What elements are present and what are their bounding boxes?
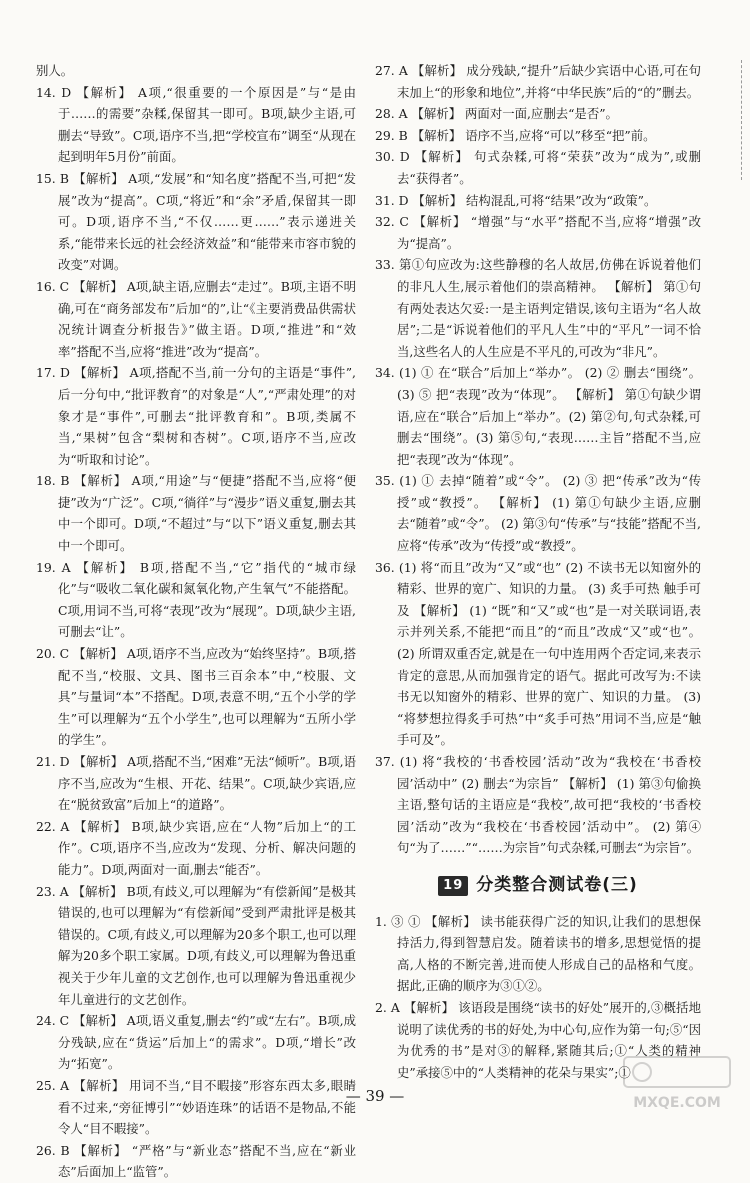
answer-item: 29. B 【解析】 语序不当,应将“可以”移至“把”前。 [375,127,656,143]
answer-item: 37. (1) 将“我校的‘书香校园’活动”改为“我校在‘书香校园’活动中” (2) 删去“为宗旨” 【解析】 (1) 第③句偷换主语,整句话的主语应是“我校”,故可把“我校的‘书香校园’活动”改为“我校在‘书香校园’活动中”。 (2) 第④句“为了……”“……为宗旨”句式杂糅,可删去“为宗旨”。 [375,754,701,856]
answer-item: 2. A 【解析】 该语段是围绕“读书的好处”展开的,③概括地说明了读优秀的书的好处,为中心句,应作为第一句;⑤“因为优秀的书”是对③的解释,紧随其后;①“人类的精神史”承接⑤中的“人类精神的花朵与果实”;① [375,999,701,1080]
answer-item: 23. A 【解析】 B项,有歧义,可以理解为“有偿新闻”是极其错误的,也可以理解为“有偿新闻”受到严肃批评是极其错误的。C项,有歧义,可以理解为20多个职工,也可以理解为20多个职工家属。D项,有歧义,可以理解为鲁迅重视关于少年儿童的文艺创作,也可以理解为鲁迅重视少年儿童进行的文艺创作。 [36,883,356,1007]
answer-item: 19. A 【解析】 B项,搭配不当,“它”指代的“城市绿化”与“吸收二氧化碳和氮氧化物,产生氧气”不能搭配。C项,用词不当,可将“表现”改为“展现”。D项,缺少主语,可删去“让”。 [36,559,356,640]
section-title: 分类整合测试卷(三) [476,874,638,895]
page-number: — 39 — [345,1087,405,1105]
answer-item: 31. D 【解析】 结构混乱,可将“结果”改为“政策”。 [375,192,657,208]
answer-item: 36. (1) 将“而且”改为“又”或“也” (2) 不读书无以知窗外的精彩、世界的宽广、知识的力量。 (3) 炙手可热 触手可及 【解析】 (1) “既”和“又”或“也”是一对关联词语,表示并列关系,不能把“而且”的“而且”改成“又”或“也”。 (2) 所谓双重否定,就是在一句中连用两个否定词,来表示肯定的意思,从而加强肯定的语气。据此可改写为:不读书无以知窗外的精彩、世界的宽广、知识的力量。 (3) “将梦想拉得炙手可热”中“炙手可热”用词不当,应是“触手可及”。 [375,559,701,748]
answer-item: 1. ③ ① 【解析】 读书能获得广泛的知识,让我们的思想保持活力,得到智慧启发。随着读书的增多,思想觉悟的提高,人格的不断完善,进而使人形成自己的品格和气度。据此,正确的顺序为③①②。 [375,913,701,994]
right-column [375,60,701,1083]
answer-item: 14. D 【解析】 A项,“很重要的一个原因是”与“是由于……的需要”杂糅,保留其一即可。B项,缺少主语,可删去“导致”。C项,语序不当,把“学校宣布”调至“从现在起到明年5月份”前面。 [36,84,356,165]
answer-item: 18. B 【解析】 A项,“用途”与“便捷”搭配不当,应将“便捷”改为“广泛”。C项,“徜徉”与“漫步”语义重复,删去其中一个即可。D项,“不超过”与“以下”语义重复,删去其中一个即可。 [36,473,356,554]
section-badge: 19 [438,876,468,896]
answer-item: 20. C 【解析】 A项,语序不当,应改为“始终坚持”。B项,搭配不当,“校服、文具、图书三百余本”中,“校服、文具”与量词“本”不搭配。D项,表意不明,“五个小学的学生”可以理解为“五个小学生”,也可以理解为“五所小学的学生”。 [36,646,356,748]
answer-item: 30. D 【解析】 句式杂糅,可将“荣获”改为“成为”,或删去“获得者”。 [375,149,701,186]
answer-item: 别人。 [36,63,74,78]
answer-item: 16. C 【解析】 A项,缺主语,应删去“走过”。B项,主语不明确,可在“商务部发布”后加“的”,让“《主要消费品供需状况统计调查分析报告》”做主语。D项,“推进”和“效率”搭配不当,应将“推进”改为“提高”。 [36,278,356,359]
watermark-logo [622,1055,732,1113]
answer-item: 24. C 【解析】 A项,语义重复,删去“约”或“左右”。B项,成分残缺,应在“货运”后加上“的需求”。D项,“增长”改为“拓宽”。 [36,1013,356,1072]
answer-item: 22. A 【解析】 B项,缺少宾语,应在“人物”后加上“的工作”。C项,语序不当,应改为“发现、分析、解决问题的能力”。D项,两面对一面,删去“能否”。 [36,818,356,877]
answer-item: 25. A 【解析】 用词不当,“目不暇接”形容东西太多,眼睛看不过来,“旁征博引”“妙语连珠”的话语不是物品,不能令人“目不暇接”。 [36,1077,356,1137]
svg-text:MXQE.COM: MXQE.COM [633,1095,721,1111]
section-heading [375,875,701,897]
answer-item: 33. 第①句应改为:这些静穆的名人故居,仿佛在诉说着他们的非凡人生,展示着他们的崇高精神。 【解析】 第①句有两处表达欠妥:一是主语判定错误,该句主语为“名人故居”;二是“诉说着他们的平凡人生”中的“平凡”一词不恰当,这些名人的人生应是不平凡的,可改为“非凡”。 [375,257,701,359]
answer-item: 21. D 【解析】 A项,搭配不当,“困难”无法“倾听”。B项,语序不当,应改为“生根、开花、结果”。C项,缺少宾语,应在“脱贫致富”后加上“的道路”。 [36,754,356,813]
right-column-items [375,60,701,859]
answer-item: 27. A 【解析】 成分残缺,“提升”后缺少宾语中心语,可在句末加上“的形象和地位”,并将“中华民族”后的“的”删去。 [375,63,701,100]
answer-item: 28. A 【解析】 两面对一面,应删去“是否”。 [375,106,618,122]
answer-item: 34. (1) ① 在“联合”后加上“举办”。 (2) ② 删去“围绕”。 (3) ⑤ 把“表现”改为“体现”。 【解析】 第①句缺少谓语,应在“联合”后加上“举办”。(2) 第②句,句式杂糅,可删去“围绕”。(3) 第⑤句,“表现……主旨”搭配不当,应把“表现”改为“体现”。 [375,365,701,467]
page-edge-mark [741,60,750,180]
left-column [36,60,356,1183]
answer-item: 32. C 【解析】 “增强”与“水平”搭配不当,应将“增强”改为“提高”。 [375,214,701,251]
answer-item: 26. B 【解析】 “严格”与“新业态”搭配不当,应在“新业态”后面加上“监管”。 [36,1142,356,1180]
answer-item: 35. (1) ① 去掉“随着”或“令”。 (2) ③ 把“传承”改为“传授”或“教授”。 【解析】 (1) 第①句缺少主语,应删去“随着”或“令”。 (2) 第③句“传承”与“技能”搭配不当,应将“传承”改为“传授”或“教授”。 [375,473,701,554]
answer-item: 15. B 【解析】 A项,“发展”和“知名度”搭配不当,可把“发展”改为“提高”。C项,“将近”和“余”矛盾,保留其一即可。D项,语序不当,“不仅……更……”表示递进关系,“能带来长远的社会经济效益”和“能带来市容市貌的改变”对调。 [36,170,356,273]
answer-item: 17. D 【解析】 A项,搭配不当,前一分句的主语是“事件”,后一分句中,“批评教育”的对象是“人”,“严肃处理”的对象才是“事件”,可删去“批评教育和”。B项,类属不当,“果树”包含“梨树和杏树”。C项,语序不当,应改为“听取和讨论”。 [36,365,356,467]
